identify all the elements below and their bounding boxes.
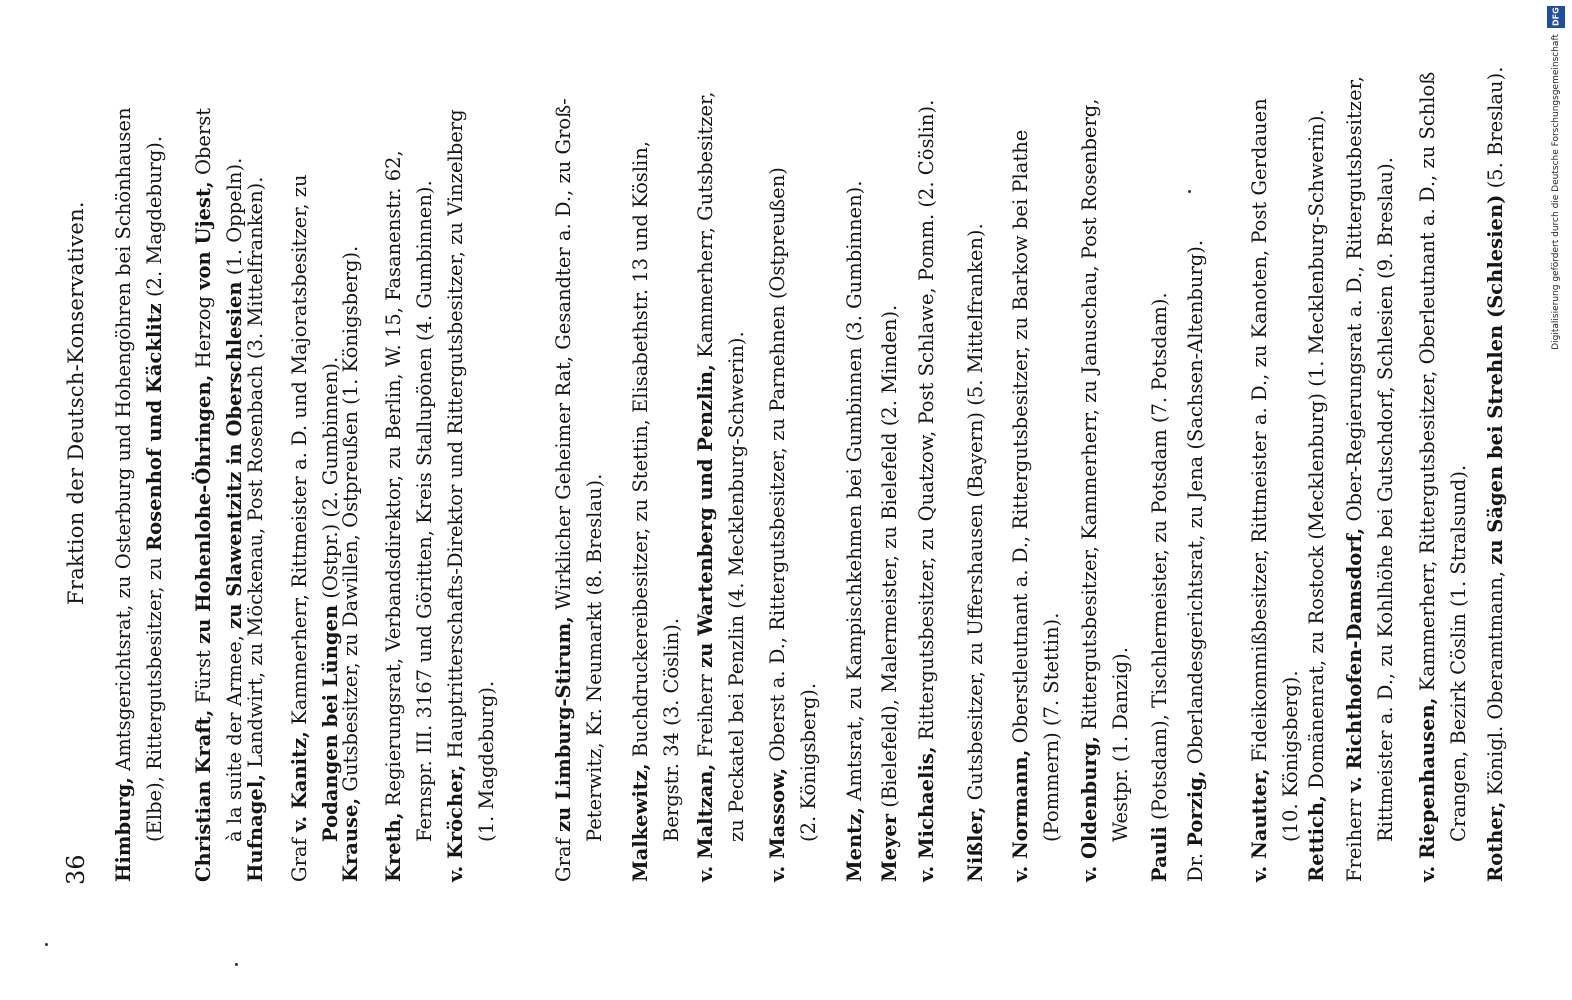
entry-line	[335, 246, 366, 882]
entry-text: Fideikommißbesitzer, Rittmeister a. D., zu Kanoten, Post Gerdauen	[1248, 98, 1271, 769]
entry-line	[240, 177, 271, 882]
entry-text: Landwirt, zu Möckenau, Post Rosenbach (3. Mittelfranken).	[244, 176, 267, 774]
entry-text: Hauptritterschafts-Direktor und Rittergutsbesitzer, zu Vinzelberg	[444, 109, 467, 765]
entry-text: Amtsrat, zu Kampischkehmen bei Gumbinnen (3. Gumbinnen).	[843, 180, 866, 807]
entry-line	[1301, 109, 1332, 882]
entry-text: Wirklicher Geheimer Rat, Gesandter a. D., zu Groß-	[552, 98, 575, 617]
member-name: zu Wartenberg und Penzlin,	[694, 364, 717, 668]
member-name: Malkewitz,	[629, 763, 652, 882]
entry-line	[1339, 76, 1370, 882]
entry-text: Regierungsrat, Verbandsdirektor, zu Berlin, W. 15, Fasanenstr. 62,	[382, 150, 405, 813]
entry-text: Oberstleutnant a. D., Rittergutsbesitzer, zu Barkow bei Plathe	[1009, 129, 1032, 750]
entry-text: Rittergutsbesitzer, zu Quatzow, Post Schlawe, Pomm. (2. Cöslin).	[915, 99, 938, 747]
member-name: von Ujest,	[192, 181, 215, 290]
entry-text: (10. Königsberg).	[1279, 670, 1302, 842]
member-name: v. Michaelis,	[915, 746, 938, 882]
member-name: Krause,	[339, 797, 362, 882]
entry-line	[911, 100, 942, 882]
entry-continuation-line	[579, 474, 610, 842]
entry-line	[548, 98, 579, 882]
entry-continuation-line	[409, 180, 440, 842]
entry-line	[960, 223, 991, 882]
entry-text: zu Peckatel bei Penzlin (4. Mecklenburg-Schwerin).	[725, 331, 748, 842]
member-name: Christian Kraft,	[192, 709, 215, 882]
entry-line	[1412, 72, 1443, 882]
member-name: Himburg,	[112, 777, 135, 882]
member-name: v. Riepenhausen,	[1416, 697, 1439, 882]
member-name: v. Kröcher,	[444, 764, 467, 882]
entry-continuation-line	[139, 136, 170, 842]
member-name: Podangen bei Lüngen	[319, 604, 342, 842]
member-name: Rettich,	[1305, 795, 1328, 882]
entry-text: Dr.	[1184, 846, 1207, 882]
entry-text: Kammerherr, Rittmeister a. D. und Majoratsbesitzer, zu	[288, 174, 311, 732]
entry-text: Domänenrat, zu Rostock (Mecklenburg) (1. Mecklenburg-Schwerin).	[1305, 109, 1328, 796]
entry-line	[440, 109, 471, 882]
entry-continuation-line	[1105, 647, 1136, 842]
entry-text: Westpr. (1. Danzig).	[1109, 647, 1132, 842]
member-name: Pauli	[1148, 826, 1171, 882]
entry-text: Herzog	[192, 289, 215, 375]
entry-text: Oberst	[192, 107, 215, 182]
member-name: Mentz,	[843, 806, 866, 882]
member-name: Rother,	[1484, 801, 1507, 882]
scan-speck	[1188, 190, 1191, 193]
entry-text: Rittmeister a. D., zu Kohlhöhe bei Gutschdorf, Schlesien (9. Breslau).	[1374, 157, 1397, 842]
entry-text: Ober-Regierungsrat a. D., Rittergutsbesitzer,	[1343, 76, 1366, 528]
member-name: v. Nautter,	[1248, 768, 1271, 882]
page-number: 36	[62, 854, 90, 885]
member-name: zu Hohenlohe-Öhringen,	[192, 374, 215, 644]
entry-text: Gutsbesitzer, zu Dawillen, Ostpreußen (1. Königsberg).	[339, 245, 362, 798]
entry-text: Freiherr	[1343, 792, 1366, 882]
entry-text: Kammerherr, Gutsbesitzer,	[694, 91, 717, 365]
member-name: v. Normann,	[1009, 749, 1032, 882]
member-name: Kreth,	[382, 812, 405, 882]
entry-text: Bergstr. 34 (3. Cöslin).	[660, 617, 683, 842]
entry-line	[1144, 292, 1175, 882]
entry-continuation-line	[1370, 157, 1401, 842]
entry-line	[284, 174, 315, 882]
entry-text: (Elbe), Rittergutsbesitzer, zu	[143, 551, 166, 842]
member-name: v. Kanitz,	[288, 731, 311, 833]
entry-text: Rittergutsbesitzer, Kammerherr, zu Januschau, Post Rosenberg,	[1078, 98, 1101, 736]
entry-text: Königl. Oberamtmann,	[1484, 564, 1507, 802]
entry-continuation-line	[1443, 465, 1474, 842]
page-header	[62, 90, 92, 940]
entry-continuation-line	[1036, 613, 1067, 842]
member-name: Hufnagel,	[244, 773, 267, 882]
member-name: v. Maltzan,	[694, 763, 717, 882]
entry-text: (1. Magdeburg).	[475, 680, 498, 842]
entry-line	[1005, 130, 1036, 882]
entry-text: Graf	[288, 832, 311, 882]
entry-text: (Pommern) (7. Stettin).	[1040, 612, 1063, 842]
dfg-stamp	[1546, 6, 1566, 350]
entry-text: Gutsbesitzer, zu Uffershausen (Bayern) (5. Mittelfranken).	[964, 223, 987, 807]
entry-line	[690, 92, 721, 882]
member-name: Meyer	[878, 813, 901, 882]
entry-text: (2. Königsberg).	[797, 682, 820, 842]
entry-text: (Potsdam), Tischlermeister, zu Potsdam (7. Potsdam).	[1148, 292, 1171, 827]
entry-line	[108, 108, 139, 883]
entry-text: Oberst a. D., Rittergutsbesitzer, zu Parnehnen (Ostpreußen)	[766, 167, 789, 768]
dfg-logo-icon: DFG	[1547, 6, 1565, 28]
entry-continuation-line	[471, 681, 502, 842]
entry-continuation-line	[793, 683, 824, 842]
member-name: Rosenhof und Käcklitz	[143, 303, 166, 552]
entry-line	[378, 150, 409, 882]
entry-continuation-line	[721, 331, 752, 842]
entry-line	[839, 181, 870, 882]
entry-text: Peterwitz, Kr. Neumarkt (8. Breslau).	[583, 473, 606, 842]
entry-text: Fernspr. III. 3167 und Göritten, Kreis Stallupönen (4. Gumbinnen).	[413, 180, 436, 842]
entry-text: Graf	[552, 832, 575, 882]
entry-text: (5. Breslau).	[1484, 66, 1507, 195]
entry-text: Crangen, Bezirk Cöslin (1. Stralsund).	[1447, 464, 1470, 842]
entry-text: à la suite der Armee,	[223, 628, 246, 842]
entry-continuation-line	[656, 618, 687, 842]
scan-speck	[235, 963, 238, 966]
entry-line	[874, 305, 905, 882]
dfg-stamp-text: Digitalisierung gefördert durch die Deutsche Forschungsgemeinschaft	[1551, 34, 1561, 350]
running-head: Fraktion der Deutsch-Konservativen.	[64, 201, 88, 605]
entry-text: (2. Magdeburg).	[143, 135, 166, 304]
entry-text: Kammerherr, Rittergutsbesitzer, Oberleutnant a. D., zu Schloß	[1416, 71, 1439, 698]
member-name: Nißler,	[964, 806, 987, 882]
entry-text: (Ostpr.) (2. Gumbinnen).	[319, 356, 342, 605]
entry-text: Freiherr	[694, 667, 717, 764]
entry-line	[625, 141, 656, 882]
entry-text: (1. Oppeln).	[223, 157, 246, 282]
scan-speck	[45, 943, 48, 946]
entry-line	[1244, 98, 1275, 882]
entry-text: Buchdruckereibesitzer, zu Stettin, Elisabethstr. 13 und Köslin,	[629, 140, 652, 764]
entry-line	[1074, 99, 1105, 882]
member-name: Porzig,	[1184, 770, 1207, 847]
member-name: v. Massow,	[766, 767, 789, 882]
member-name: zu Sägen bei Strehlen (Schlesien)	[1484, 194, 1507, 565]
member-name: zu Limburg-Stirum,	[552, 616, 575, 833]
entry-text: Fürst	[192, 643, 215, 710]
entry-line	[1480, 67, 1511, 882]
entry-line	[188, 108, 219, 882]
entry-text: Oberlandesgerichtsrat, zu Jena (Sachsen-Altenburg).	[1184, 239, 1207, 771]
member-name: zu Slawentzitz in Oberschlesien	[223, 281, 246, 629]
member-name: v. Oldenburg,	[1078, 735, 1101, 882]
entry-text: (Bielefeld), Malermeister, zu Bielefeld (2. Minden).	[878, 304, 901, 814]
entry-line	[1180, 240, 1211, 882]
entry-text: Amtsgerichtsrat, zu Osterburg und Hohengöhren bei Schönhausen	[112, 107, 135, 778]
member-name: v. Richthofen-Damsdorf,	[1343, 527, 1366, 793]
entry-line	[762, 167, 793, 882]
